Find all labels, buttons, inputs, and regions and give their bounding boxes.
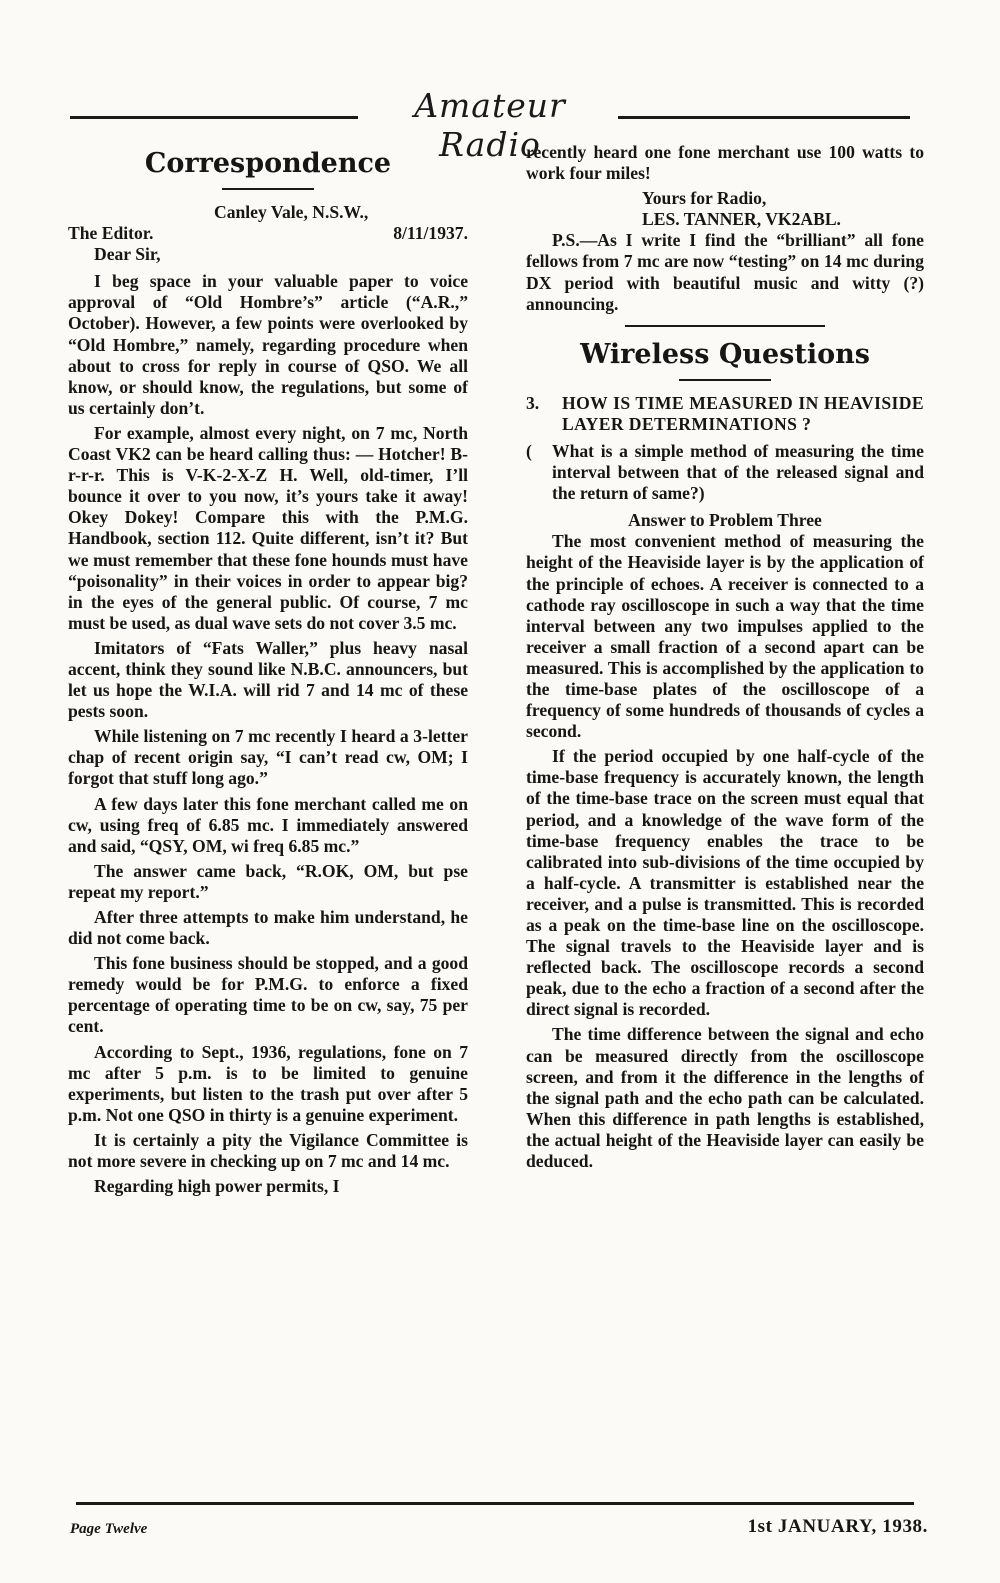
addressee-line [68, 223, 468, 244]
question [526, 393, 924, 435]
page-number: Page Twelve [70, 1521, 148, 1537]
answer-paragraph: If the period occupied by one half-cycle of the time-base frequency is accurately known, the length of the time-base trace on the screen must equal that period, and a knowledge of the wave form of the time-base frequency enables the trace to be calibrated into sub-divisions of the time occupied by a half-cycle. A transmitter is established near the receiver, and a pulse is transmitted. This is recorded as a peak on the time-base line on the oscilloscope. The signal travels to the Heaviside layer and is reflected back. The oscilloscope records a second peak, due to the echo a fraction of a second after the direct signal is recorded. [526, 746, 924, 1020]
letter-paragraph: It is certainly a pity the Vigilance Committee is not more severe in checking up on 7 mc and 14 mc. [68, 1129, 468, 1172]
answer-paragraph: The most convenient method of measuring the height of the Heaviside layer is by the application of the principle of echoes. A receiver is connected to a cathode ray oscilloscope in such a way that the time interval between any two impulses applied to the receiver a small fraction of a second apart can be measured. This is accomplished by the application to the time-base plates of the oscilloscope of a frequency of some hundreds of thousands of cycles a second. [526, 531, 924, 742]
addressee: The Editor. [68, 223, 154, 244]
section-rule [625, 325, 825, 327]
question-detail [526, 441, 924, 504]
letter-paragraph: For example, almost every night, on 7 mc, North Coast VK2 can be heard calling thus: — Hotcher! B-r-r-r. This is V-K-2-X-Z H. Well, old-timer, I’ll bounce it over to you now, it’s yours take it away! Okey Dokey! Compare this with the P.M.G. Handbook, section 112. Quite different, isn’t it? But we must remember that these fone hounds must have “poisonality” in their voices in order to appear big? in the eyes of the general public. Of course, 7 mc must be used, as dual wave sets do not cover 3.5 mc. [68, 422, 468, 633]
letter-paragraph: Imitators of “Fats Waller,” plus heavy nasal accent, think they sound like N.B.C. announcers, but let us hope the W.I.A. will rid 7 and 14 mc of these pests soon. [68, 637, 468, 722]
masthead-rule-right [618, 116, 910, 119]
correspondence-heading: Correspondence [144, 148, 392, 179]
answer-title: Answer to Problem Three [628, 510, 822, 531]
wireless-questions-heading: Wireless Questions [580, 338, 870, 370]
left-column [68, 142, 468, 1201]
masthead-rule-left [70, 116, 358, 119]
heading-rule [679, 379, 771, 381]
letter-signoff: Yours for Radio, [642, 188, 767, 209]
letter-signature: LES. TANNER, VK2ABL. [642, 209, 841, 230]
masthead-brand: Amateur Radio [414, 86, 566, 164]
letter-paragraph: After three attempts to make him understand, he did not come back. [68, 907, 468, 949]
letter-paragraph: While listening on 7 mc recently I heard a 3-letter chap of recent origin say, “I can’t read cw, OM; I forgot that stuff long ago.” [68, 726, 468, 789]
salutation: Dear Sir, [94, 244, 161, 265]
question-detail-paren: ( [526, 440, 532, 461]
letter-paragraph: This fone business should be stopped, and a good remedy would be for P.M.G. to enforce a fixed percentage of operating time to be on cw, say, 75 per cent. [68, 953, 468, 1037]
letter-paragraph: Regarding high power permits, I [94, 1176, 340, 1197]
letter-paragraph: A few days later this fone merchant called me on cw, using freq of 6.85 mc. I immediately answered and said, “QSY, OM, wi freq 6.85 mc.” [68, 793, 468, 856]
letter-paragraph: I beg space in your valuable paper to voice approval of “Old Hombre’s” article (“A.R.,” October). However, a few points were overlooked by “Old Hombre,” namely, regarding procedure when about to cross for reply in course of QSO. We all know, or should know, the regulations, but some of us certainly don’t. [68, 271, 468, 418]
right-column [526, 142, 924, 1176]
heading-rule [222, 188, 314, 190]
letter-continuation: recently heard one fone merchant use 100 watts to work four miles! [526, 142, 924, 184]
answer-paragraph: The time difference between the signal and echo can be measured directly from the oscilloscope screen, and from it the difference in the lengths of the signal path and the echo path can be calculated. When this difference in path lengths is established, the actual height of the Heaviside layer can easily be deduced. [526, 1024, 924, 1172]
postscript: P.S.—As I write I find the “brilliant” all fone fellows from 7 mc are now “testing” on 14 mc during DX period with beautiful music and witty (?) announcing. [526, 230, 924, 314]
letter-date: 8/11/1937. [393, 223, 468, 244]
letter-paragraph: According to Sept., 1936, regulations, fone on 7 mc after 5 p.m. is to be limited to genuine experiments, but listen to the trash put over after 5 p.m. Not one QSO in thirty is a genuine experiment. [68, 1041, 468, 1125]
question-text: HOW IS TIME MEASURED IN HEAVISIDE LAYER DETERMINATIONS ? [562, 392, 924, 434]
letter-address: Canley Vale, N.S.W., [214, 202, 369, 222]
footer-rule [76, 1502, 914, 1505]
letter-paragraph: The answer came back, “R.OK, OM, but pse repeat my report.” [68, 860, 468, 902]
issue-date: 1st JANUARY, 1938. [747, 1516, 928, 1537]
question-number: 3. [526, 392, 540, 413]
question-detail-text: What is a simple method of measuring the time interval between that of the released signal and the return of same?) [552, 440, 924, 504]
